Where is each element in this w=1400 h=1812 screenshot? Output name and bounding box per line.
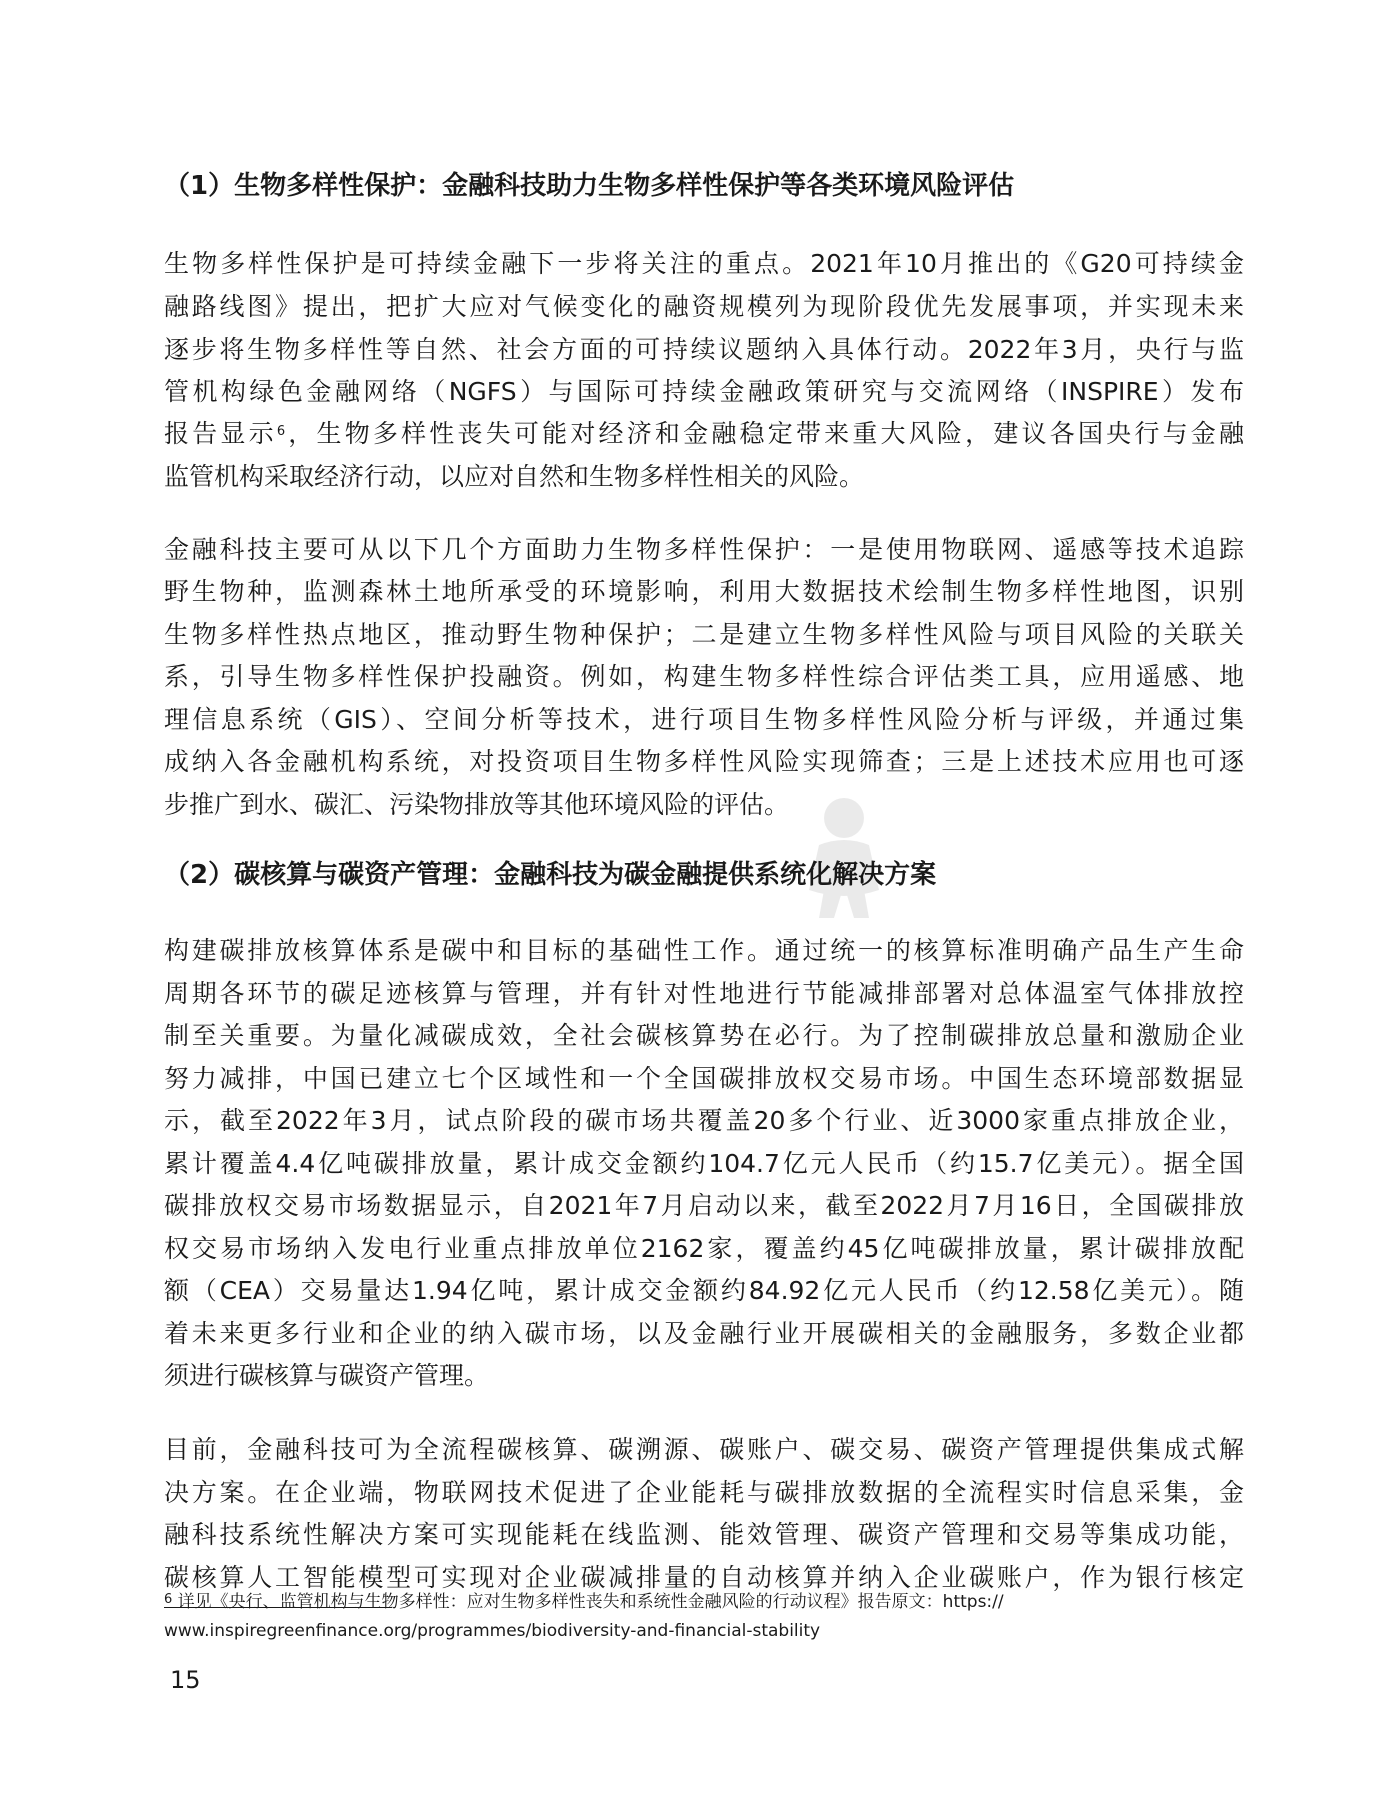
text-line: 金融科技主要可从以下几个方面助力生物多样性保护：一是使用物联网、遥感等技术追踪	[164, 535, 1244, 564]
text-line: 权交易市场纳入发电行业重点排放单位2162家，覆盖约45亿吨碳排放量，累计碳排放配	[164, 1234, 1244, 1263]
footnote-text	[164, 1588, 1244, 1616]
text-line: 努力减排，中国已建立七个区域性和一个全国碳排放权交易市场。中国生态环境部数据显	[164, 1064, 1244, 1093]
footnote-number: 6	[164, 1592, 173, 1607]
text-span: 报告显示	[164, 419, 277, 448]
text-line: 成纳入各金融机构系统，对投资项目生物多样性风险实现筛查；三是上述技术应用也可逐	[164, 747, 1244, 776]
text-line: 额（CEA）交易量达1.94亿吨，累计成交金额约84.92亿元人民币（约12.58亿美元）。随	[164, 1276, 1244, 1305]
page-number: 15	[170, 1666, 201, 1694]
text-line	[164, 413, 1244, 455]
text-line: 周期各环节的碳足迹核算与管理，并有针对性地进行节能减排部署对总体温室气体排放控	[164, 979, 1244, 1008]
text-span: ，生物多样性丧失可能对经济和金融稳定带来重大风险，建议各国央行与金融	[285, 419, 1244, 448]
footnote-reference: 6	[276, 424, 286, 439]
footnote-line-1: 详见《央行、监管机构与生物多样性：应对生物多样性丧失和系统性金融风险的行动议程》报告原文：https://	[172, 1592, 1004, 1612]
section-heading-biodiversity: （1）生物多样性保护：金融科技助力生物多样性保护等各类环境风险评估	[164, 171, 1015, 201]
text-line: 融路线图》提出，把扩大应对气候变化的融资规模列为现阶段优先发展事项，并实现未来	[164, 292, 1244, 321]
text-line: 目前，金融科技可为全流程碳核算、碳溯源、碳账户、碳交易、碳资产管理提供集成式解	[164, 1435, 1244, 1464]
text-line: 系，引导生物多样性保护投融资。例如，构建生物多样性综合评估类工具，应用遥感、地	[164, 662, 1244, 691]
document-page	[164, 0, 1244, 1812]
text-line: 理信息系统（GIS）、空间分析等技术，进行项目生物多样性风险分析与评级，并通过集	[164, 705, 1244, 734]
text-line: 着未来更多行业和企业的纳入碳市场，以及金融行业开展碳相关的金融服务，多数企业都	[164, 1319, 1244, 1348]
text-line: 须进行碳核算与碳资产管理。	[164, 1361, 490, 1390]
text-line: 制至关重要。为量化减碳成效，全社会碳核算势在必行。为了控制碳排放总量和激励企业	[164, 1021, 1244, 1050]
text-line: 碳核算人工智能模型可实现对企业碳减排量的自动核算并纳入企业碳账户，作为银行核定	[164, 1563, 1244, 1592]
section-heading-carbon-accounting: （2）碳核算与碳资产管理：金融科技为碳金融提供系统化解决方案	[164, 860, 937, 890]
text-line: 生物多样性保护是可持续金融下一步将关注的重点。2021年10月推出的《G20可持续金	[164, 249, 1244, 278]
footnote-url[interactable]: www.inspiregreenfinance.org/programmes/biodiversity-and-financial-stability	[164, 1621, 821, 1641]
text-line: 生物多样性热点地区，推动野生物种保护；二是建立生物多样性风险与项目风险的关联关	[164, 620, 1244, 649]
text-line: 逐步将生物多样性等自然、社会方面的可持续议题纳入具体行动。2022年3月，央行与监	[164, 335, 1244, 364]
text-line: 管机构绿色金融网络（NGFS）与国际可持续金融政策研究与交流网络（INSPIRE）发布	[164, 377, 1244, 406]
watermark-figure-icon	[789, 790, 899, 920]
text-line: 步推广到水、碳汇、污染物排放等其他环境风险的评估。	[164, 790, 790, 819]
text-line: 示，截至2022年3月，试点阶段的碳市场共覆盖20多个行业、近3000家重点排放企业，	[164, 1106, 1244, 1135]
text-line: 监管机构采取经济行动，以应对自然和生物多样性相关的风险。	[164, 462, 865, 491]
text-line: 融科技系统性解决方案可实现能耗在线监测、能效管理、碳资产管理和交易等集成功能，	[164, 1520, 1244, 1549]
text-line: 野生物种，监测森林土地所承受的环境影响，利用大数据技术绘制生物多样性地图，识别	[164, 577, 1244, 606]
text-line: 累计覆盖4.4亿吨碳排放量，累计成交金额约104.7亿元人民币（约15.7亿美元）。据全国	[164, 1149, 1244, 1178]
text-line: 碳排放权交易市场数据显示，自2021年7月启动以来，截至2022月7月16日，全国碳排放	[164, 1191, 1244, 1220]
text-line: 构建碳排放核算体系是碳中和目标的基础性工作。通过统一的核算标准明确产品生产生命	[164, 936, 1244, 965]
text-line: 决方案。在企业端，物联网技术促进了企业能耗与碳排放数据的全流程实时信息采集，金	[164, 1478, 1244, 1507]
